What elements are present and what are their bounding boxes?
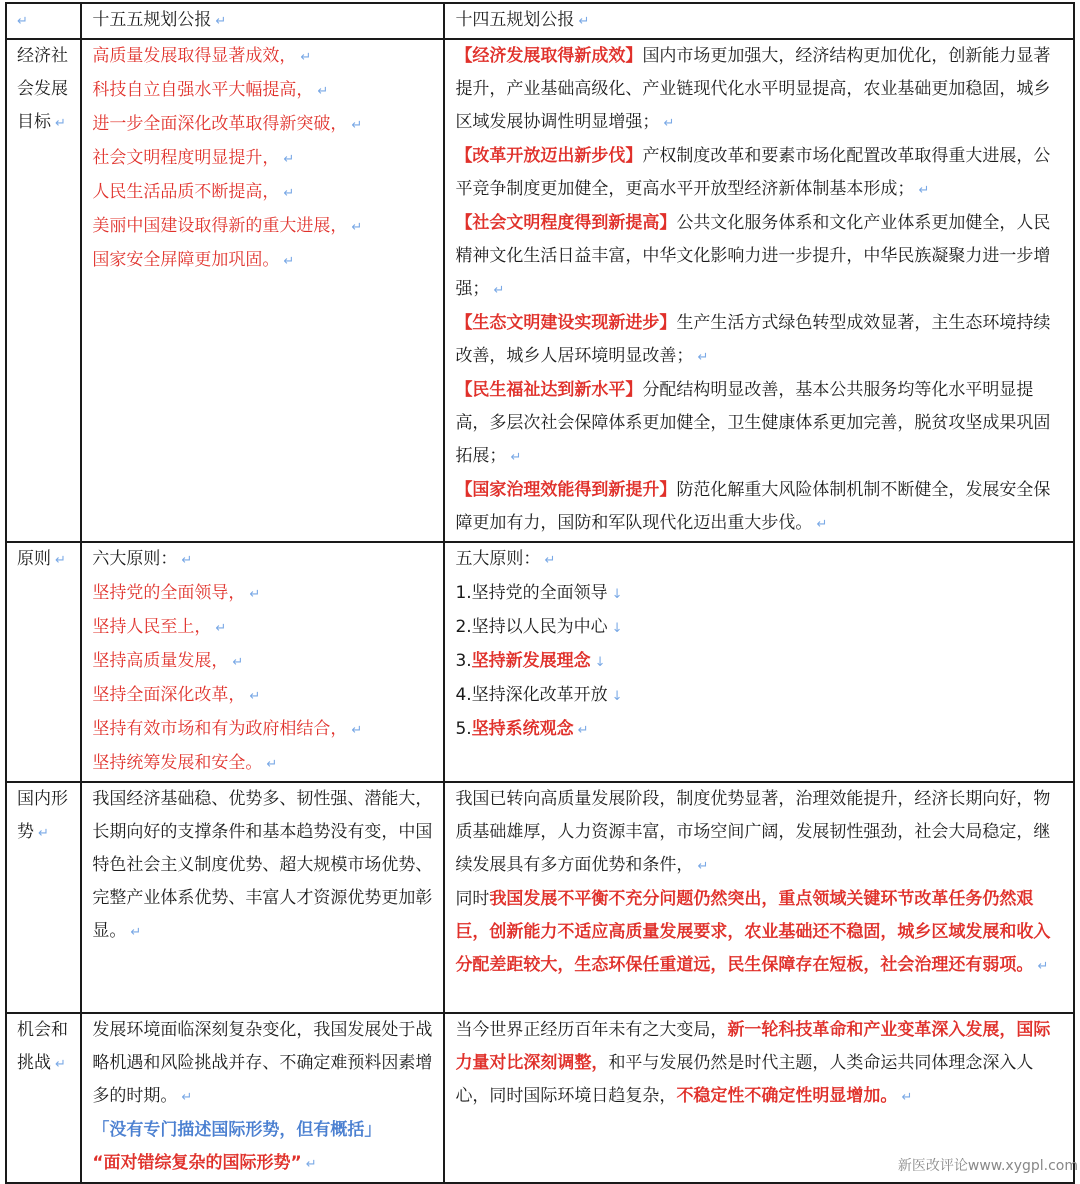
goal-14th-heading: 【社会文明程度得到新提高】 [455,213,677,233]
principles-15th-list [92,577,433,781]
principle-item-text: 坚持有效市场和有为政府相结合， [92,719,348,739]
paragraph-mark-icon: ↵ [283,186,295,201]
row-principles [6,542,1074,782]
goal-14th-body: 防范化解重大风险体制机制不断健全，发展安全保障更加有力，国防和军队现代化迈出重大步伐。 [455,480,1051,533]
domestic-14th-highlight: 我国发展不平衡不充分问题仍然突出，重点领域关键环节改革任务仍然艰巨，创新能力不适应高质量发展要求，农业基础还不稳固，城乡区域发展和收入分配差距较大，生态环保任重道远，民生保障存在短板，社会治理还有弱项。 [455,889,1051,975]
paragraph-mark-icon: ↵ [697,350,709,365]
opportunities-14th-text-a: 当今世界正经历百年未有之大变局， [455,1020,728,1040]
goal-item-text: 国家安全屏障更加巩固。 [92,250,280,270]
line-break-icon: ↓ [594,655,606,670]
principle-item [92,713,433,747]
paragraph-mark-icon: ↵ [181,553,193,568]
paragraph-mark-icon: ↵ [215,14,227,29]
goal-item [92,142,433,176]
principle-number: 5. [455,719,472,739]
opportunities-15th-cell [81,1013,444,1183]
goal-item-text: 社会文明程度明显提升， [92,148,280,168]
paragraph-mark-icon: ↵ [317,84,329,99]
header-cell-14th [444,3,1074,39]
principle-item [92,747,433,781]
goal-14th-heading: 【国家治理效能得到新提升】 [455,480,677,500]
goal-item [92,210,433,244]
goal-item-text: 进一步全面深化改革取得新突破， [92,114,348,134]
goals-14th-cell [444,39,1074,542]
principle-number: 2. [455,617,472,637]
row-goals [6,39,1074,542]
principle-14th-text: 坚持系统观念 [471,719,574,739]
domestic-15th-cell [81,782,444,1013]
principle-number: 3. [455,651,472,671]
header-cell-15th [81,3,444,39]
line-break-icon: ↓ [611,689,623,704]
goal-14th-item [455,374,1063,474]
principle-14th-text: 坚持党的全面领导 [471,583,608,603]
principles-15th-cell [81,542,444,782]
header-cell-empty [6,3,81,39]
principle-number: 4. [455,685,472,705]
goal-14th-item [455,474,1063,541]
domestic-14th-cell [444,782,1074,1013]
goal-item [92,74,433,108]
line-break-icon: ↓ [611,587,623,602]
paragraph-mark-icon: ↵ [55,116,66,131]
goal-14th-item [455,307,1063,374]
principle-item [92,679,433,713]
paragraph-mark-icon: ↵ [130,925,142,940]
paragraph-mark-icon: ↵ [901,1090,913,1105]
principles-14th-list [455,577,1063,747]
goal-item [92,244,433,278]
paragraph-mark-icon: ↵ [351,723,363,738]
paragraph-mark-icon: ↵ [283,152,295,167]
principle-item-text: 坚持统筹发展和安全。 [92,753,263,773]
paragraph-mark-icon: ↵ [351,118,363,133]
principle-14th-text: 坚持新发展理念 [471,651,591,671]
principle-14th-item [455,645,1063,679]
goal-14th-heading: 【经济发展取得新成效】 [455,46,643,66]
paragraph-mark-icon: ↵ [663,116,675,131]
goal-item-text: 人民生活品质不断提高， [92,182,280,202]
row-label-text: 原则 [17,549,51,569]
goal-14th-heading: 【民生福祉达到新水平】 [455,380,643,400]
principle-14th-item [455,611,1063,645]
paragraph-mark-icon: ↵ [55,1057,66,1072]
goal-item-text: 科技自立自强水平大幅提高， [92,80,314,100]
goal-14th-item [455,207,1063,307]
paragraph-mark-icon: ↵ [55,553,66,568]
principle-item-text: 坚持全面深化改革， [92,685,246,705]
paragraph-mark-icon: ↵ [697,859,709,874]
watermark: 新医改评论www.xygpl.com [897,1158,1078,1174]
row-label-text: 经济社会发展目标 [17,46,68,132]
domestic-14th-para1: 我国已转向高质量发展阶段，制度优势显著，治理效能提升，经济长期向好，物质基础雄厚，人力资源丰富，市场空间广阔，发展韧性强劲，社会大局稳定，继续发展具有多方面优势和条件， [455,789,1051,875]
paragraph-mark-icon: ↵ [283,254,295,269]
principle-14th-item [455,713,1063,747]
row-label-text: 机会和挑战 [17,1020,68,1073]
goal-14th-body: 分配结构明显改善，基本公共服务均等化水平明显提高，多层次社会保障体系更加健全，卫生健康体系更加完善，脱贫攻坚成果巩固拓展； [455,380,1051,466]
paragraph-mark-icon: ↵ [577,723,589,738]
opportunities-14th-highlight-d: 不稳定性不确定性明显增加。 [676,1086,898,1106]
paragraph-mark-icon: ↵ [17,14,28,29]
domestic-14th-prefix: 同时 [455,889,490,909]
paragraph-mark-icon: ↵ [544,553,556,568]
principles-15th-title: 六大原则： [92,549,178,569]
paragraph-mark-icon: ↵ [249,689,261,704]
paragraph-mark-icon: ↵ [215,621,227,636]
row-label-principles [6,542,81,782]
principle-item [92,577,433,611]
paragraph-mark-icon: ↵ [181,1090,193,1105]
goal-14th-body: 国内市场更加强大，经济结构更加优化，创新能力显著提升，产业基础高级化、产业链现代化水平明显提高，农业基础更加稳固，城乡区域发展协调性明显增强； [455,46,1051,132]
opportunities-15th-quote: “面对错综复杂的国际形势” [92,1153,302,1173]
paragraph-mark-icon: ↵ [266,757,278,772]
row-label-text: 国内形势 [17,789,68,842]
paragraph-mark-icon: ↵ [493,283,505,298]
paragraph-mark-icon: ↵ [578,14,590,29]
opportunities-15th-note: 「没有专门描述国际形势，但有概括」 [92,1120,382,1140]
goal-item-text: 高质量发展取得显著成效， [92,46,297,66]
paragraph-mark-icon: ↵ [816,517,828,532]
goal-item [92,40,433,74]
goal-14th-item [455,140,1063,207]
principle-14th-item [455,679,1063,713]
paragraph-mark-icon: ↵ [351,220,363,235]
goal-item-text: 美丽中国建设取得新的重大进展， [92,216,348,236]
paragraph-mark-icon: ↵ [1037,959,1049,974]
header-14th-label: 十四五规划公报 [455,10,575,30]
paragraph-mark-icon: ↵ [249,587,261,602]
opportunities-14th-highlight-b: 新一轮科技革命和产业变革深入发展，国际力量对比深刻调整， [455,1020,1051,1073]
principle-14th-text: 坚持以人民为中心 [471,617,608,637]
principles-14th-title: 五大原则： [455,549,541,569]
principle-number: 1. [455,583,472,603]
goal-14th-item [455,40,1063,140]
paragraph-mark-icon: ↵ [38,826,49,841]
goal-14th-body: 生产生活方式绿色转型成效显著，主生态环境持续改善，城乡人居环境明显改善； [455,313,1051,366]
principle-item [92,645,433,679]
goal-item [92,176,433,210]
principle-14th-item [455,577,1063,611]
goal-14th-body: 公共文化服务体系和文化产业体系更加健全，人民精神文化生活日益丰富，中华文化影响力进一步提升，中华民族凝聚力进一步增强； [455,213,1051,299]
domestic-15th-text: 我国经济基础稳、优势多、韧性强、潜能大，长期向好的支撑条件和基本趋势没有变，中国特色社会主义制度优势、超大规模市场优势、完整产业体系优势、丰富人才资源优势更加彰显。 [92,789,433,941]
row-label-goals [6,39,81,542]
goal-14th-body: 产权制度改革和要素市场化配置改革取得重大进展，公平竞争制度更加健全，更高水平开放型经济新体制基本形成； [455,146,1051,199]
paragraph-mark-icon: ↵ [305,1157,317,1172]
principle-item [92,611,433,645]
paragraph-mark-icon: ↵ [918,183,930,198]
goals-15th-cell [81,39,444,542]
goal-14th-heading: 【改革开放迈出新步伐】 [455,146,643,166]
principle-item-text: 坚持人民至上， [92,617,212,637]
goal-14th-heading: 【生态文明建设实现新进步】 [455,313,677,333]
header-row [6,3,1074,39]
principles-14th-cell [444,542,1074,782]
paragraph-mark-icon: ↵ [510,450,522,465]
comparison-table [5,2,1075,1184]
principle-item-text: 坚持高质量发展， [92,651,229,671]
opportunities-14th-text-c: 和平与发展仍然是时代主题，人类命运共同体理念深入人心，同时国际环境日趋复杂， [455,1053,1034,1106]
paragraph-mark-icon: ↵ [232,655,244,670]
paragraph-mark-icon: ↵ [300,50,312,65]
row-label-domestic [6,782,81,1013]
principle-14th-text: 坚持深化改革开放 [471,685,608,705]
goal-item [92,108,433,142]
line-break-icon: ↓ [611,621,623,636]
opportunities-15th-text: 发展环境面临深刻复杂变化，我国发展处于战略机遇和风险挑战并存、不确定难预料因素增多的时期。 [92,1020,433,1106]
row-label-opportunities [6,1013,81,1183]
header-15th-label: 十五五规划公报 [92,10,212,30]
row-domestic [6,782,1074,1013]
principle-item-text: 坚持党的全面领导， [92,583,246,603]
